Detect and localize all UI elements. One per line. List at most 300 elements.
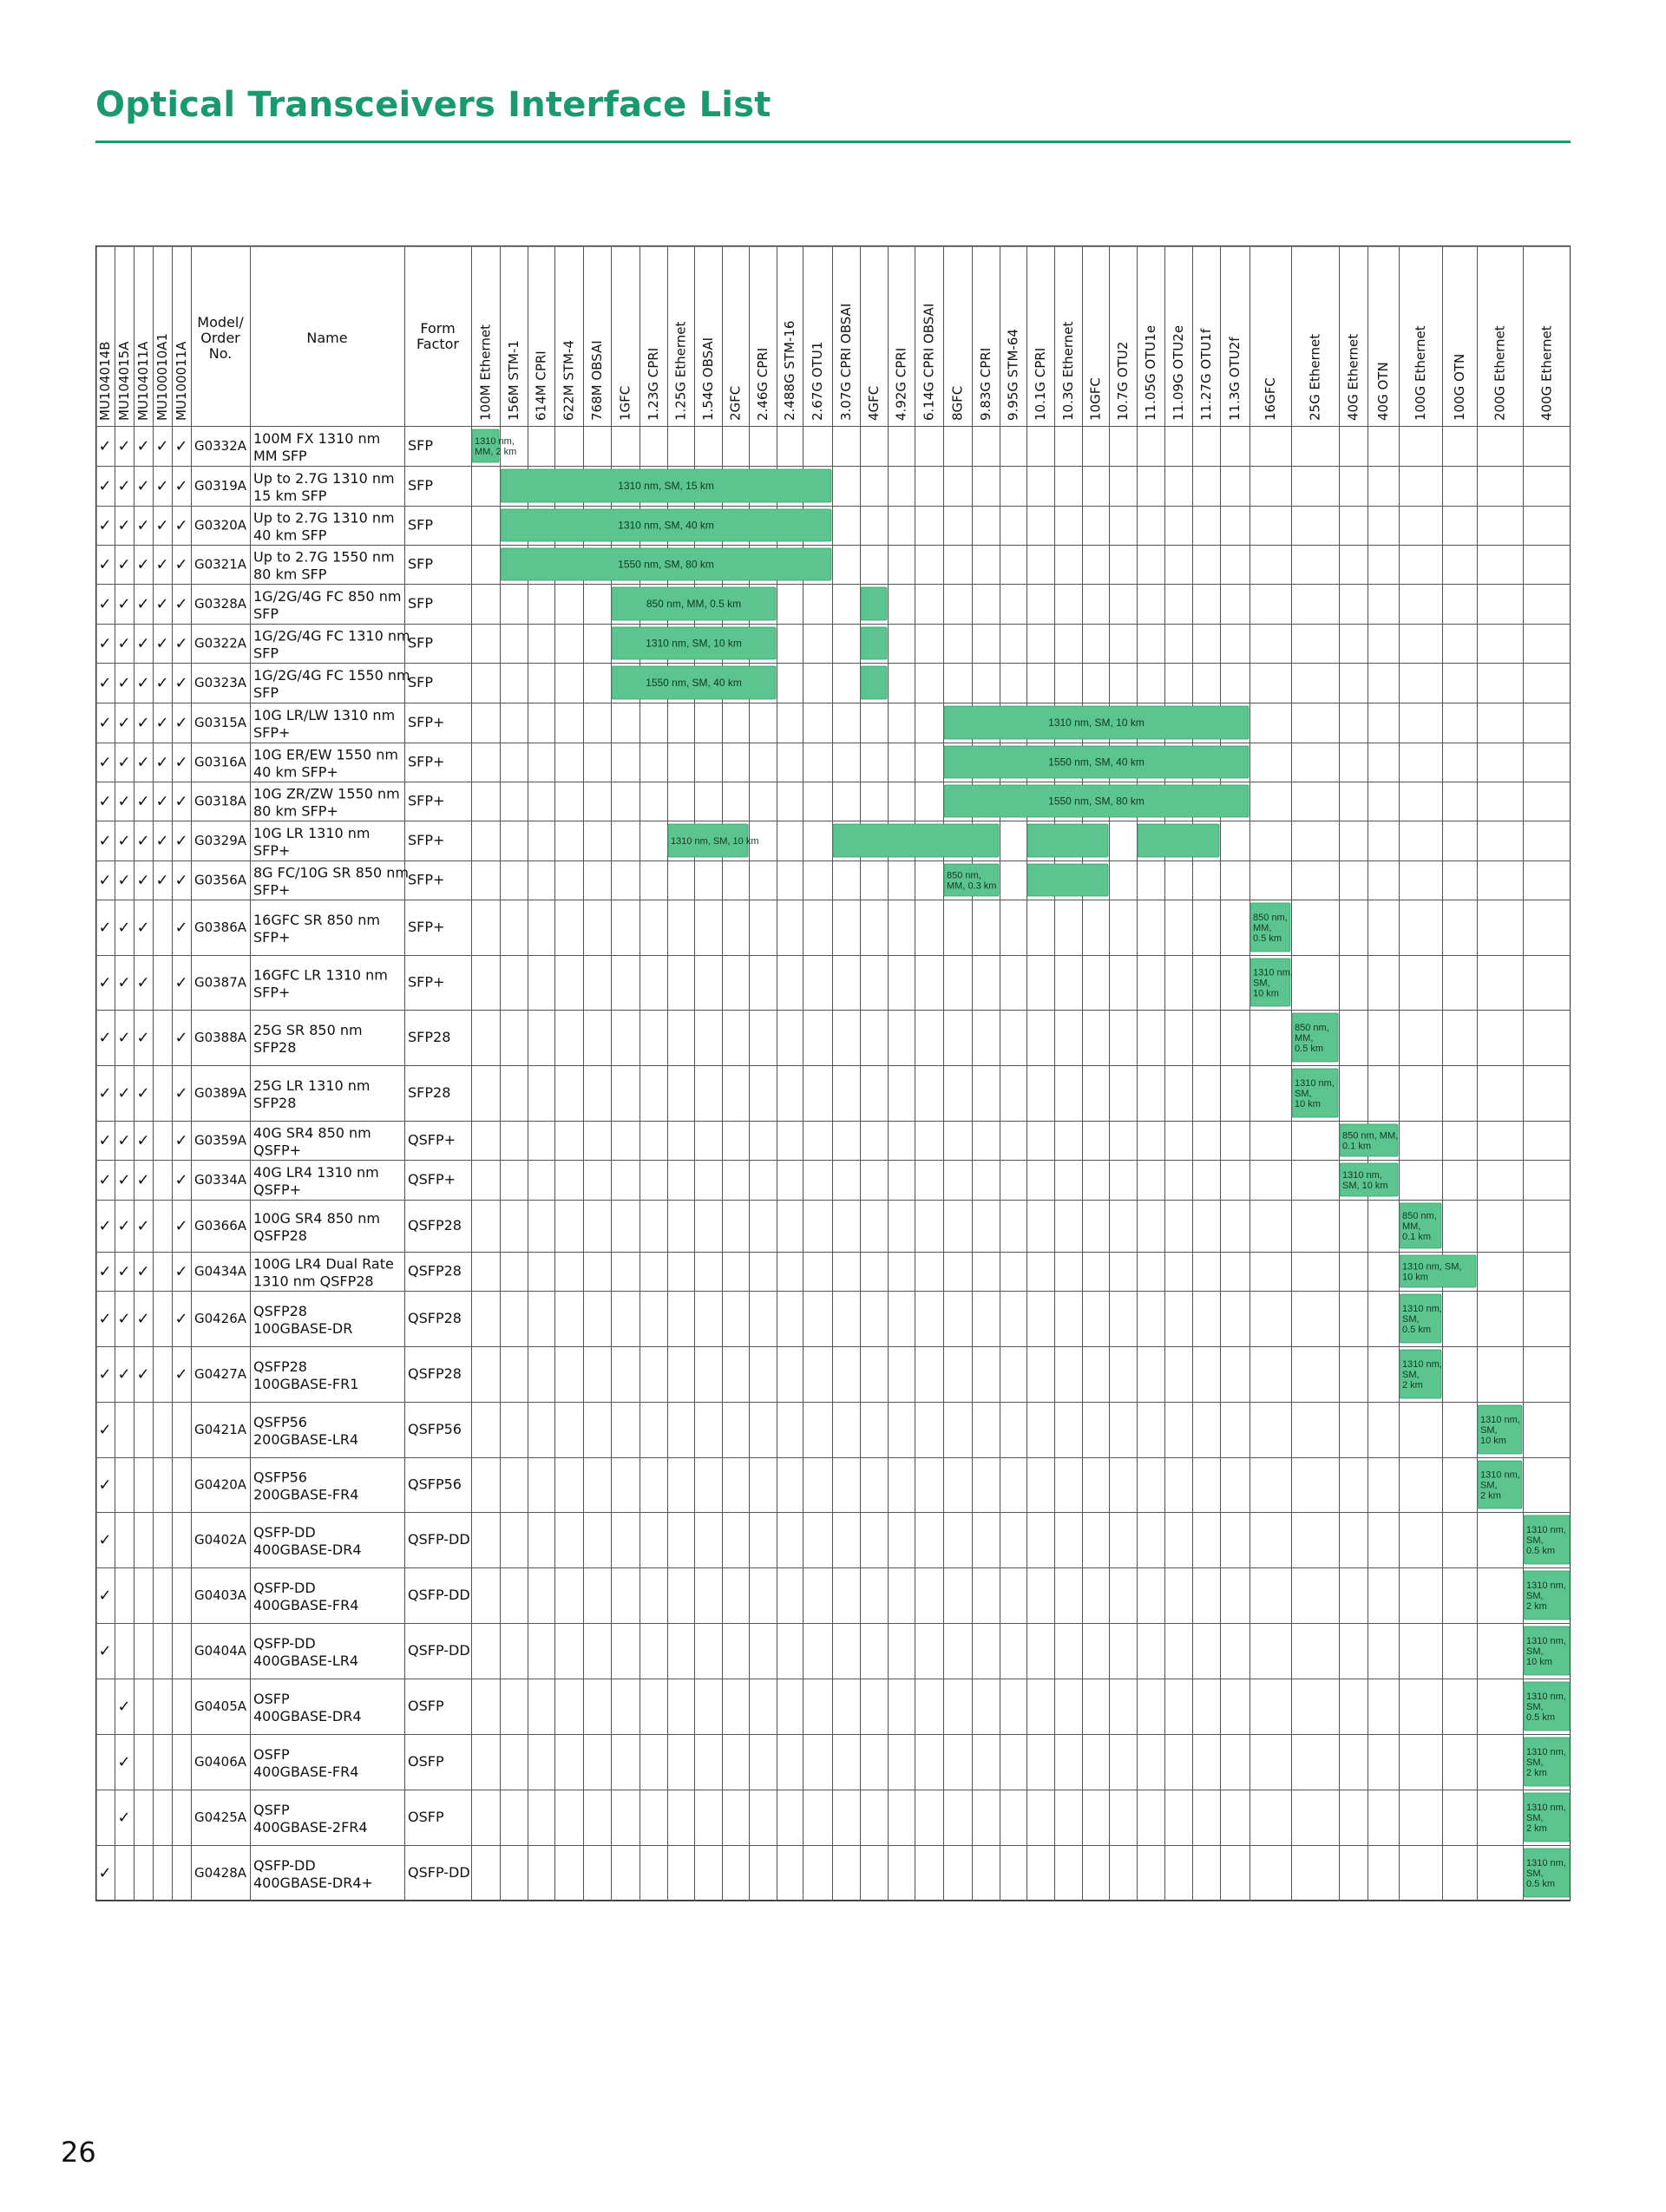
product-name: 100G SR4 850 nm (253, 1210, 380, 1227)
check-mark: ✓ (174, 674, 188, 692)
check-mark: ✓ (98, 1217, 112, 1235)
check-mark: ✓ (98, 595, 112, 613)
header-interface-label: 614M CPRI (533, 350, 549, 421)
header-model: Model/ (197, 314, 244, 330)
product-name: 100GBASE-DR (253, 1320, 353, 1337)
check-mark: ✓ (117, 1698, 131, 1716)
product-name: 400GBASE-DR4 (253, 1708, 362, 1724)
form-factor: SFP+ (408, 919, 445, 935)
product-name: Up to 2.7G 1550 nm (253, 548, 395, 566)
header-interface-label: 10.7G OTU2 (1115, 341, 1131, 421)
header-interface-label: 11.05G OTU1e (1143, 324, 1158, 421)
model-number: G0420A (193, 1476, 247, 1493)
product-name: 400GBASE-2FR4 (253, 1819, 368, 1836)
check-mark: ✓ (174, 919, 188, 937)
check-mark: ✓ (98, 1642, 112, 1660)
check-mark: ✓ (136, 477, 150, 495)
product-name: 15 km SFP (253, 488, 327, 504)
check-mark: ✓ (98, 1262, 112, 1281)
product-name: SFP+ (253, 984, 291, 1001)
support-bar-label: 10 km (1480, 1436, 1506, 1446)
check-mark: ✓ (117, 477, 131, 495)
product-name: 16GFC SR 850 nm (253, 912, 380, 928)
product-name: 10G LR/LW 1310 nm (253, 707, 396, 723)
model-number: G0386A (193, 919, 247, 935)
header-interface-label: 1.23G CPRI (646, 347, 661, 421)
form-factor: SFP+ (408, 973, 445, 991)
support-bar-label: 2 km (1526, 1601, 1547, 1612)
check-mark: ✓ (98, 1029, 112, 1047)
support-bar-label: SM, (1480, 1425, 1498, 1436)
header-interface-label: 100M Ethernet (477, 324, 494, 421)
header-interface-label: 10.1G CPRI (1033, 347, 1048, 421)
check-mark: ✓ (136, 437, 150, 455)
support-bar-label: 10 km (1526, 1657, 1552, 1667)
product-name: SFP (253, 645, 279, 662)
header-interface-label: 100G Ethernet (1413, 325, 1428, 421)
product-name: 80 km SFP (253, 566, 327, 583)
check-mark: ✓ (98, 1587, 112, 1605)
support-bar-label: SM, 10 km (1342, 1181, 1388, 1191)
support-bar-label: 1310 nm, SM, 40 km (618, 519, 714, 532)
product-name: QSFP28 (253, 1358, 307, 1375)
model-number: G0402A (193, 1532, 247, 1548)
form-factor: QSFP-DD (408, 1642, 470, 1659)
header-interface-label: 16GFC (1263, 377, 1278, 421)
check-mark: ✓ (98, 1131, 112, 1150)
support-bar-label: SM, (1295, 1089, 1312, 1099)
support-bar-label: MM, (1402, 1221, 1421, 1232)
check-mark: ✓ (155, 792, 169, 811)
check-mark: ✓ (117, 973, 131, 992)
support-bar-label: 10 km (1295, 1099, 1321, 1109)
support-bar-label: SM, (1402, 1370, 1420, 1380)
check-mark: ✓ (117, 1310, 131, 1328)
check-mark: ✓ (174, 1084, 188, 1103)
header-interface-label: 1.54G OBSAI (700, 337, 716, 421)
form-factor: QSFP56 (408, 1476, 462, 1493)
support-bar-label: SM, (1526, 1702, 1544, 1712)
support-bar-label: 1310 nm, (1402, 1359, 1442, 1370)
header-interface-label: 40G Ethernet (1345, 333, 1361, 421)
product-name: SFP+ (253, 842, 291, 859)
check-mark: ✓ (98, 871, 112, 890)
header-model: No. (208, 345, 233, 362)
check-mark: ✓ (117, 1365, 131, 1384)
check-mark: ✓ (117, 1753, 131, 1771)
header-interface-label: 8GFC (949, 385, 966, 421)
model-number: G0389A (193, 1085, 247, 1101)
header-form-factor: Factor (416, 336, 459, 352)
check-mark: ✓ (136, 919, 150, 937)
check-mark: ✓ (117, 595, 131, 613)
model-number: G0427A (193, 1366, 247, 1382)
check-mark: ✓ (117, 919, 131, 937)
check-mark: ✓ (174, 792, 188, 811)
model-number: G0434A (193, 1263, 247, 1279)
title-rule (95, 141, 1571, 143)
page-number: 26 (61, 2136, 96, 2169)
form-factor: SFP (408, 555, 434, 573)
product-name: 40G LR4 1310 nm (253, 1164, 379, 1181)
support-bar-label: 1310 nm, (1402, 1304, 1442, 1314)
check-mark: ✓ (174, 634, 188, 653)
model-number: G0426A (193, 1311, 247, 1326)
support-bar-label: 0.5 km (1253, 933, 1282, 944)
support-bar-label: MM, (1253, 923, 1272, 933)
product-name: 10G LR 1310 nm (253, 825, 371, 841)
check-mark: ✓ (98, 1310, 112, 1328)
header-check-column: MU104014B (97, 341, 113, 421)
header-interface-label: 40G OTN (1375, 362, 1391, 421)
product-name: OSFP (253, 1746, 290, 1763)
support-bar-label: SM, (1526, 1646, 1544, 1657)
support-bar-label: 10 km (1253, 988, 1279, 999)
support-bar-label: 1550 nm, SM, 40 km (1048, 756, 1145, 769)
check-mark: ✓ (136, 1084, 150, 1103)
check-mark: ✓ (117, 1084, 131, 1103)
support-bar-label: 1310 nm, (1526, 1525, 1566, 1535)
header-model: Order (200, 330, 240, 346)
header-interface-label: 6.14G CPRI OBSAI (921, 303, 937, 421)
support-bar-label: 1550 nm, SM, 80 km (618, 558, 714, 571)
product-name: QSFP (253, 1802, 290, 1818)
check-mark: ✓ (98, 1476, 112, 1495)
model-number: G0328A (193, 596, 247, 612)
header-interface-label: 4GFC (866, 385, 882, 421)
check-mark: ✓ (136, 1131, 150, 1150)
support-bar-label: 1310 nm, (1526, 1858, 1566, 1868)
support-bar-label: 850 nm, MM, 0.5 km (646, 598, 742, 610)
product-name: SFP (253, 605, 279, 622)
support-bar-label: SM, (1480, 1480, 1498, 1491)
header-interface-label: 200G Ethernet (1492, 325, 1508, 421)
support-bar-label: 850 nm, (1402, 1211, 1437, 1221)
model-number: G0332A (193, 438, 247, 454)
check-mark: ✓ (117, 1171, 131, 1189)
model-number: G0315A (193, 715, 247, 730)
check-mark: ✓ (98, 1365, 112, 1384)
check-mark: ✓ (136, 595, 150, 613)
product-name: 100M FX 1310 nm (253, 430, 381, 447)
check-mark: ✓ (174, 1171, 188, 1189)
product-name: 8G FC/10G SR 850 nm (253, 864, 409, 881)
check-mark: ✓ (155, 634, 169, 653)
check-mark: ✓ (136, 1171, 150, 1189)
model-number: G0359A (193, 1132, 247, 1149)
support-bar-label: 1310 nm, (1253, 967, 1293, 978)
product-name: 400GBASE-DR4+ (253, 1875, 373, 1891)
check-mark: ✓ (136, 634, 150, 653)
form-factor: SFP+ (408, 832, 445, 848)
form-factor: SFP (408, 437, 434, 454)
header-check-column: MU104011A (135, 341, 151, 421)
support-bar-label: 850 nm, (947, 870, 981, 881)
support-bar-label: SM, (1526, 1757, 1544, 1768)
form-factor: QSFP28 (408, 1365, 462, 1382)
form-factor: QSFP-DD (408, 1531, 470, 1548)
support-bar-label: 1310 nm, (475, 436, 515, 447)
check-mark: ✓ (174, 714, 188, 732)
product-name: QSFP-DD (253, 1524, 316, 1541)
product-name: QSFP56 (253, 1469, 307, 1486)
product-name: 1G/2G/4G FC 850 nm (253, 588, 402, 605)
check-mark: ✓ (117, 1809, 131, 1827)
support-bar-label: 2 km (1402, 1380, 1423, 1391)
check-mark: ✓ (155, 832, 169, 850)
support-bar-label: 0.5 km (1295, 1044, 1324, 1054)
check-mark: ✓ (174, 555, 188, 574)
product-name: 100GBASE-FR1 (253, 1376, 359, 1392)
product-name: 40G SR4 850 nm (253, 1124, 371, 1142)
check-mark: ✓ (174, 477, 188, 495)
product-name: 400GBASE-LR4 (253, 1652, 359, 1669)
form-factor: OSFP (408, 1698, 444, 1714)
support-bar-label: 0.1 km (1342, 1141, 1372, 1152)
form-factor: SFP28 (408, 1084, 451, 1101)
check-mark: ✓ (136, 1365, 150, 1384)
product-name: 200GBASE-LR4 (253, 1431, 359, 1448)
form-factor: QSFP+ (408, 1171, 456, 1188)
support-bar-label: 1310 nm, (1526, 1803, 1566, 1813)
check-mark: ✓ (155, 516, 169, 535)
check-mark: ✓ (155, 714, 169, 732)
check-mark: ✓ (136, 555, 150, 574)
support-bar-label: 2 km (1526, 1768, 1547, 1778)
form-factor: SFP+ (408, 753, 445, 770)
check-mark: ✓ (174, 437, 188, 455)
model-number: G0323A (193, 675, 247, 690)
support-bar-label: SM, (1253, 978, 1270, 989)
product-name: 200GBASE-FR4 (253, 1486, 359, 1503)
product-name: 400GBASE-DR4 (253, 1541, 362, 1558)
interface-table (95, 245, 1571, 1911)
form-factor: QSFP28 (408, 1310, 462, 1326)
form-factor: SFP (408, 595, 434, 612)
model-number: G0428A (193, 1865, 247, 1881)
form-factor: SFP (408, 634, 434, 651)
header-interface-label: 11.09G OTU2e (1171, 324, 1186, 421)
support-bar-label: 0.1 km (1402, 1232, 1432, 1242)
header-interface-label: 768M OBSAI (589, 340, 605, 421)
model-number: G0405A (193, 1698, 247, 1714)
product-name: 100G LR4 Dual Rate (253, 1255, 394, 1273)
header-interface-label: 1.25G Ethernet (672, 321, 689, 421)
check-mark: ✓ (98, 634, 112, 653)
check-mark: ✓ (98, 674, 112, 692)
header-interface-label: 2GFC (727, 385, 744, 421)
product-name: 1G/2G/4G FC 1310 nm (253, 627, 410, 645)
header-interface-label: 11.27G OTU1f (1198, 328, 1214, 421)
support-bar-label: 1310 nm, (1480, 1415, 1520, 1425)
check-mark: ✓ (98, 1531, 112, 1549)
header-check-column: MU100010A1 (154, 333, 170, 421)
model-number: G0406A (193, 1754, 247, 1770)
check-mark: ✓ (136, 832, 150, 850)
support-bar (861, 587, 887, 620)
product-name: SFP+ (253, 724, 291, 741)
product-name: 10G ZR/ZW 1550 nm (253, 785, 400, 802)
check-mark: ✓ (117, 437, 131, 455)
check-mark: ✓ (98, 753, 112, 772)
check-mark: ✓ (136, 1310, 150, 1328)
support-bar-label: 0.5 km (1402, 1325, 1432, 1335)
model-number: G0421A (193, 1422, 247, 1437)
check-mark: ✓ (98, 1421, 112, 1439)
support-bar-label: 1310 nm, SM, 10 km (1048, 717, 1145, 729)
support-bar-label: MM, 0.3 km (947, 880, 997, 892)
header-interface-label: 9.95G STM-64 (1005, 329, 1021, 421)
check-mark: ✓ (136, 674, 150, 692)
check-mark: ✓ (174, 753, 188, 772)
form-factor: SFP+ (408, 714, 445, 730)
check-mark: ✓ (174, 516, 188, 535)
check-mark: ✓ (174, 832, 188, 850)
product-name: QSFP28 (253, 1303, 307, 1319)
check-mark: ✓ (155, 437, 169, 455)
check-mark: ✓ (136, 516, 150, 535)
model-number: G0403A (193, 1587, 247, 1603)
check-mark: ✓ (117, 1262, 131, 1281)
model-number: G0366A (193, 1218, 247, 1234)
header-check-column: MU100011A (174, 341, 189, 421)
header-interface-label: 4.92G CPRI (893, 347, 909, 421)
product-name: MM SFP (253, 448, 307, 464)
product-name: SFP+ (253, 881, 291, 899)
check-mark: ✓ (174, 973, 188, 992)
check-mark: ✓ (117, 555, 131, 574)
check-mark: ✓ (117, 714, 131, 732)
check-mark: ✓ (174, 595, 188, 613)
header-interface-label: 622M STM-4 (561, 340, 577, 421)
check-mark: ✓ (174, 1365, 188, 1384)
check-mark: ✓ (136, 1029, 150, 1047)
product-name: SFP28 (253, 1095, 297, 1111)
check-mark: ✓ (136, 871, 150, 890)
check-mark: ✓ (117, 1131, 131, 1150)
check-mark: ✓ (155, 674, 169, 692)
check-mark: ✓ (98, 555, 112, 574)
product-name: Up to 2.7G 1310 nm (253, 509, 395, 527)
support-bar-label: 1550 nm, SM, 40 km (646, 677, 742, 689)
product-name: Up to 2.7G 1310 nm (253, 470, 395, 487)
form-factor: SFP (408, 674, 434, 690)
header-interface-label: 25G Ethernet (1307, 333, 1323, 421)
header-interface-label: 1GFC (617, 385, 633, 421)
form-factor: SFP (408, 477, 434, 494)
check-mark: ✓ (155, 595, 169, 613)
check-mark: ✓ (98, 919, 112, 937)
form-factor: SFP+ (408, 792, 445, 809)
check-mark: ✓ (174, 1262, 188, 1281)
support-bar-label: 1310 nm, (1526, 1747, 1566, 1757)
header-interface-label: 2.67G OTU1 (810, 341, 825, 421)
header-name: Name (306, 330, 348, 346)
model-number: G0316A (193, 754, 247, 770)
check-mark: ✓ (98, 714, 112, 732)
support-bar-label: 850 nm, (1253, 913, 1288, 923)
header-interface-label: 2.46G CPRI (755, 347, 771, 421)
support-bar-label: 850 nm, MM, (1342, 1130, 1399, 1142)
product-name: QSFP-DD (253, 1635, 316, 1652)
support-bar-label: 0.5 km (1526, 1546, 1556, 1556)
header-form-factor: Form (420, 320, 456, 337)
form-factor: OSFP (408, 1809, 444, 1825)
check-mark: ✓ (117, 674, 131, 692)
form-factor: SFP28 (408, 1029, 451, 1045)
support-bar-label: 2 km (1526, 1823, 1547, 1834)
support-bar-label: SM, (1402, 1314, 1420, 1325)
support-bar-label: 1310 nm, (1526, 1636, 1566, 1646)
support-bar (1027, 824, 1108, 857)
support-bar-label: 1310 nm, SM, (1402, 1261, 1462, 1273)
check-mark: ✓ (117, 634, 131, 653)
support-bar-label: 850 nm, (1295, 1023, 1329, 1033)
support-bar-label: SM, (1526, 1591, 1544, 1601)
check-mark: ✓ (117, 1029, 131, 1047)
support-bar-label: 1310 nm, SM, 10 km (671, 836, 759, 847)
support-bar (1138, 824, 1219, 857)
model-number: G0356A (193, 872, 247, 888)
check-mark: ✓ (136, 1262, 150, 1281)
check-mark: ✓ (136, 1217, 150, 1235)
product-name: 1310 nm QSFP28 (253, 1273, 374, 1290)
check-mark: ✓ (136, 792, 150, 811)
model-number: G0320A (193, 517, 247, 533)
product-name: 25G LR 1310 nm (253, 1077, 371, 1094)
support-bar (833, 824, 999, 857)
support-bar (1027, 864, 1108, 896)
support-bar-label: 1550 nm, SM, 80 km (1048, 795, 1145, 808)
product-name: QSFP28 (253, 1227, 307, 1244)
support-bar-label: 1310 nm, (1480, 1469, 1520, 1481)
support-bar-label: 1310 nm, SM, 15 km (618, 480, 714, 492)
support-bar-label: 10 km (1402, 1272, 1428, 1283)
product-name: 25G SR 850 nm (253, 1022, 363, 1038)
check-mark: ✓ (174, 1029, 188, 1047)
form-factor: QSFP+ (408, 1131, 456, 1149)
header-interface-label: 3.07G CPRI OBSAI (838, 303, 854, 421)
check-mark: ✓ (98, 832, 112, 850)
product-name: 40 km SFP+ (253, 763, 338, 781)
model-number: G0318A (193, 793, 247, 809)
check-mark: ✓ (136, 973, 150, 992)
support-bar-label: MM, (1295, 1033, 1314, 1044)
check-mark: ✓ (174, 1310, 188, 1328)
product-name: 80 km SFP+ (253, 802, 338, 820)
page-title: Optical Transceivers Interface List (95, 85, 771, 125)
form-factor: SFP+ (408, 871, 445, 888)
support-bar-label: 1310 nm, (1295, 1078, 1335, 1089)
form-factor: QSFP-DD (408, 1587, 470, 1603)
support-bar (861, 666, 887, 699)
check-mark: ✓ (155, 477, 169, 495)
header-interface-label: 10GFC (1087, 377, 1104, 421)
interface-grid (95, 245, 1571, 1911)
model-number: G0322A (193, 635, 247, 651)
form-factor: QSFP-DD (408, 1864, 470, 1881)
check-mark: ✓ (117, 516, 131, 535)
product-name: 10G ER/EW 1550 nm (253, 746, 399, 763)
product-name: SFP+ (253, 929, 291, 946)
check-mark: ✓ (117, 753, 131, 772)
check-mark: ✓ (174, 1217, 188, 1235)
product-name: SFP (253, 684, 279, 701)
header-interface-label: 156M STM-1 (506, 340, 521, 421)
product-name: 400GBASE-FR4 (253, 1764, 359, 1780)
support-bar (861, 627, 887, 659)
check-mark: ✓ (98, 792, 112, 811)
